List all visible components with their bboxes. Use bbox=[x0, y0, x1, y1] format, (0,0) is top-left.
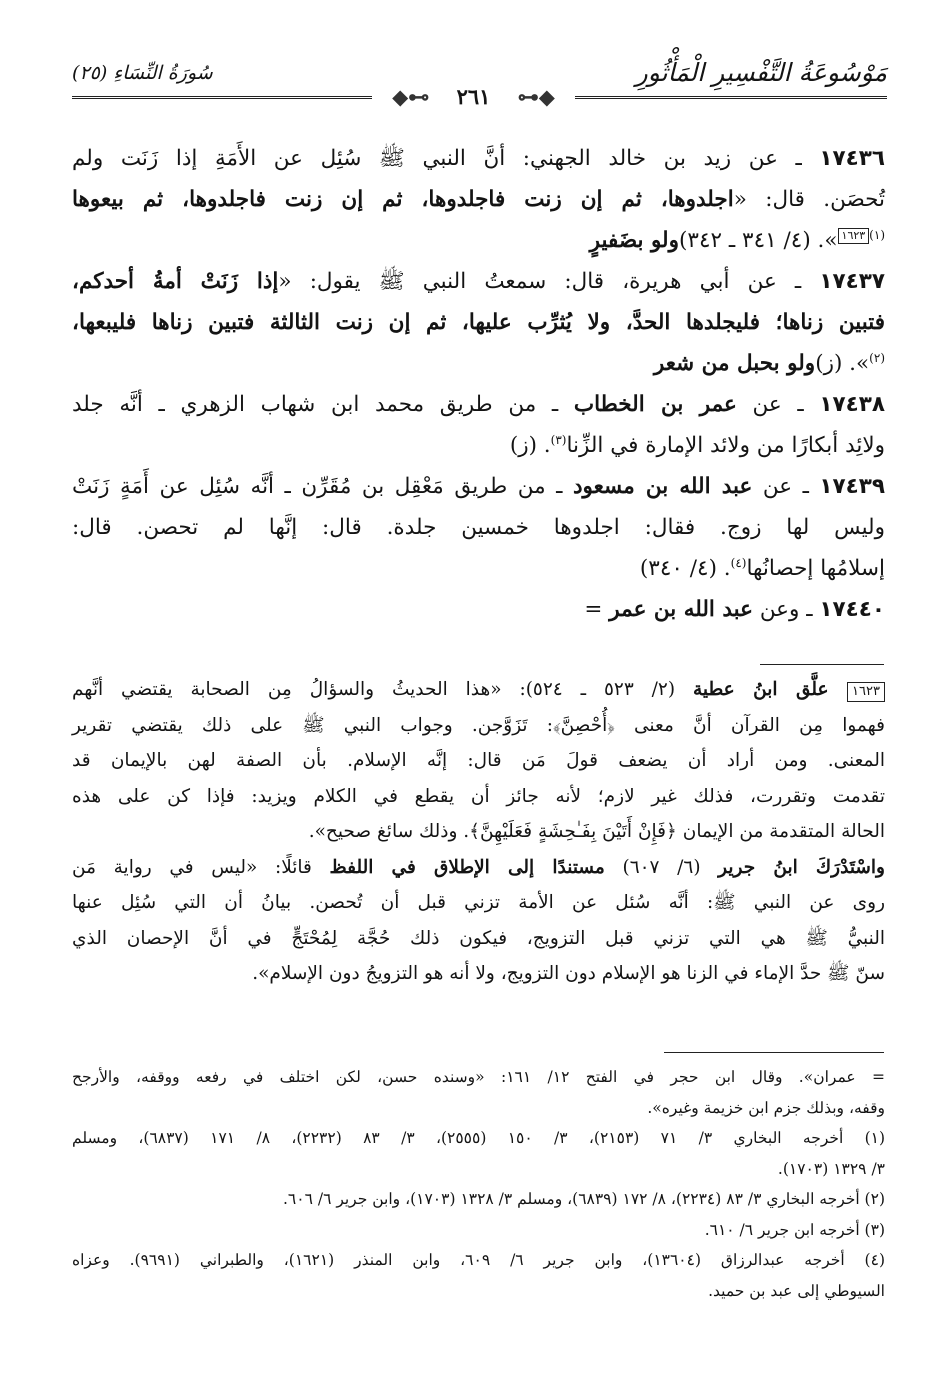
entry-text: ». (ز) bbox=[815, 351, 870, 376]
entry-text: ـ من طريق محمد ابن شهاب الزهري ـ أنَّه جلد bbox=[72, 392, 574, 417]
footnote-text: (٣) أخرجه ابن جرير ٦/ ٦١٠. bbox=[704, 1220, 885, 1239]
footnotes-block bbox=[72, 1062, 885, 1306]
comment-number-box: ١٦٢٣ bbox=[847, 682, 885, 702]
footnote-line bbox=[72, 1154, 885, 1185]
commentary-text: روى عن النبي ﷺ: أنَّه سُئل عن الأمة تزني قبل أن تُحصن. بيانُ أن التي سُئِل عنها bbox=[72, 892, 885, 913]
entry-line bbox=[72, 138, 885, 179]
entry-line bbox=[72, 507, 885, 548]
entry-line bbox=[72, 466, 885, 507]
footnote-text: وقفه، وبذلك جزم ابن خزيمة وغيره». bbox=[647, 1098, 885, 1117]
entry-line bbox=[72, 425, 885, 466]
entry-text: ـ عن أبي هريرة، قال: سمعتُ النبي ﷺ يقول: « bbox=[278, 269, 820, 294]
entry-bold-text: ولو بضَفيرٍ bbox=[589, 228, 679, 253]
commentary-divider bbox=[760, 664, 884, 665]
entry-text: ولائِد أبكارًا من ولائد الإمارة في الزِّنا bbox=[566, 433, 885, 458]
ornament-icon: ◆⊷ bbox=[508, 84, 565, 109]
footnote-line bbox=[72, 1276, 885, 1307]
commentary-line bbox=[72, 814, 885, 850]
commentary-line bbox=[72, 743, 885, 779]
footnote-text: ٣/ ١٣٢٩ (١٧٠٣). bbox=[777, 1159, 885, 1178]
hadith-entries bbox=[72, 138, 885, 630]
entry-number: ١٧٤٣٩ bbox=[819, 474, 886, 499]
entry-bold-text: اجلدوها، ثم إن زنت فاجلدوها، ثم إن زنت فاجلدوها، ثم بيعوها bbox=[72, 187, 734, 212]
commentary-line bbox=[72, 956, 885, 992]
commentary-text: قائلًا: «ليس في رواية مَن bbox=[72, 856, 330, 878]
page-number-row bbox=[0, 84, 947, 109]
footnote-line bbox=[72, 1184, 885, 1215]
entry-text: وليس لها زوج. فقال: اجلدوها خمسين جلدة. قال: إنَّها لم تحصن. قال: bbox=[72, 515, 885, 540]
entry-bold-text: عمر بن الخطاب bbox=[573, 392, 737, 417]
commentary-text: (٢/ ٥٢٣ ـ ٥٢٤): «هذا الحديثُ والسؤالُ مِن الصحابة يقتضي أنَّهم bbox=[72, 679, 693, 700]
commentary-line bbox=[72, 779, 885, 815]
footnote-text: (٤) أخرجه عبدالرزاق (١٣٦٠٤)، وابن جرير ٦/ ٦٠٩، وابن المنذر (١٦٢١)، والطبراني (٩٦٩١). وعزاه bbox=[72, 1251, 885, 1269]
entry-text: إسلامُها إحصانُها bbox=[746, 556, 885, 581]
commentary-line bbox=[72, 672, 885, 708]
entry-text: . (٤/ ٣٤٠) bbox=[639, 556, 731, 581]
commentary-line bbox=[72, 850, 885, 886]
commentary-block bbox=[72, 672, 885, 992]
entry-line bbox=[72, 384, 885, 425]
commentary-line bbox=[72, 921, 885, 957]
entry-bold-text: ولو بحبل من شعر bbox=[653, 351, 816, 376]
commentary-line bbox=[72, 708, 885, 744]
commentary-line bbox=[72, 885, 885, 921]
footnote-text: = عمران». وقال ابن حجر في الفتح ١٢/ ١٦١: «وسنده حسن، لكن اختلف في رفعه ووقفه، والأرجح bbox=[72, 1068, 886, 1086]
entry-text: ـ عن bbox=[752, 474, 820, 499]
page-number: ٢٦١ bbox=[447, 84, 501, 109]
entry-line bbox=[72, 179, 885, 220]
entry-bold-text: عبد الله بن مسعود bbox=[572, 474, 753, 499]
entry-text: . (ز) bbox=[509, 433, 551, 458]
footnote-ref: (٣) bbox=[550, 432, 567, 447]
footnote-line bbox=[72, 1093, 885, 1124]
footnote-ref: (١) bbox=[869, 227, 885, 242]
footnote-line bbox=[72, 1062, 885, 1093]
ornament-icon: ⊶◆ bbox=[382, 84, 439, 109]
commentary-text: (٦/ ٦٠٧) bbox=[604, 856, 719, 878]
footnote-ref: (٤) bbox=[730, 555, 747, 570]
entry-line bbox=[72, 589, 885, 630]
entry-text: ـ وعن bbox=[752, 597, 820, 622]
footnote-text: (١) أخرجه البخاري ٣/ ٧١ (٢١٥٣)، ٣/ ١٥٠ (٢٥٥٥)، ٣/ ٨٣ (٢٢٣٢)، ٨/ ١٧١ (٦٨٣٧)، ومسلم bbox=[72, 1129, 886, 1147]
entry-text: ـ من طريق مَعْقِل بن مُقَرِّن ـ أنَّه سُئِل عن أَمَةٍ زَنَتْ bbox=[72, 474, 573, 499]
commentary-bold: واسْتَدْرَكَ ابنُ جرير bbox=[718, 856, 885, 878]
commentary-bold: مستندًا إلى الإطلاق في اللفظ bbox=[329, 856, 605, 878]
comment-ref-box: ١٦٢٣ bbox=[838, 228, 870, 244]
entry-line bbox=[72, 548, 885, 589]
commentary-text: الحالة المتقدمة من الإيمان ﴿فَإِنْ أَتَيْنَ بِفَـٰحِشَةٍ فَعَلَيْهِنَّ﴾. وذلك سائغ صحيح». bbox=[308, 821, 885, 842]
footnote-text: السيوطي إلى عبد بن حميد. bbox=[708, 1281, 885, 1300]
commentary-text: تقدمت وتقررت، فذلك غير لازم؛ لأنه جائز أن يقطع في الكلام ويزيد: فإذا كن على هذه bbox=[72, 785, 885, 807]
entry-number: ١٧٤٤٠ bbox=[819, 597, 885, 622]
entry-bold-text: فتبين زناها؛ فليجلدها الحدَّ، ولا يُثرِّب عليها، ثم إن زنت الثالثة فتبين زناها فليبعها، bbox=[72, 310, 885, 335]
commentary-text: المعنى. ومن أراد أن يضعف قولَ مَن قال: إنَّه الإسلام. بأن الصفة لهن بالإيمان قد bbox=[72, 750, 885, 771]
entry-text: ـ عن زيد بن خالد الجهني: أنَّ النبي ﷺ سُئِل عن الأَمَةِ إذا زَنَت ولم bbox=[72, 146, 820, 171]
entry-number: ١٧٤٣٨ bbox=[819, 392, 885, 417]
entry-text: = bbox=[584, 597, 610, 622]
footnote-line bbox=[72, 1123, 885, 1154]
footnote-ref: (٢) bbox=[869, 350, 885, 365]
entry-text: ـ عن bbox=[736, 392, 820, 417]
commentary-text: النبيُّ ﷺ هي التي تزني قبل التزويج، فيكون ذلك حُجَّة لِمُحْتَجٍّ في أنَّ الإحصان الذي bbox=[72, 927, 885, 949]
surah-label: سُورَةُ النِّسَاءِ (٢٥) bbox=[72, 62, 213, 84]
entry-line bbox=[72, 220, 885, 261]
commentary-text: سنّ ﷺ حدَّ الإماء في الزنا هو الإسلام دون التزويج، ولا أنه هو التزويجُ دون الإسلام». bbox=[252, 963, 885, 984]
commentary-bold: علَّق ابنُ عطية bbox=[692, 679, 848, 700]
footnote-line bbox=[72, 1245, 885, 1276]
entry-line bbox=[72, 343, 885, 384]
entry-bold-text: إذا زَنَتْ أمةُ أحدكم، bbox=[72, 269, 279, 294]
entry-bold-text: عبد الله بن عمر bbox=[609, 597, 753, 622]
entry-line bbox=[72, 261, 885, 302]
entry-text: ». (٤/ ٣٤١ ـ ٣٤٢) bbox=[679, 228, 838, 253]
footnote-line bbox=[72, 1215, 885, 1246]
commentary-text: فهموا مِن القرآن أنَّ معنى ﴿أُحْصِنَّ﴾: تَزَوَّجن. وجواب النبي ﷺ على ذلك يقتضي تقرير bbox=[72, 714, 885, 736]
entry-line bbox=[72, 302, 885, 343]
footnote-text: (٢) أخرجه البخاري ٣/ ٨٣ (٢٢٣٤)، ٨/ ١٧٢ (٦٨٣٩)، ومسلم ٣/ ١٣٢٨ (١٧٠٣)، وابن جرير ٦/ ٦٠٦. bbox=[282, 1190, 885, 1208]
page-number-wrap bbox=[372, 84, 575, 109]
entry-text: تُحصَن. قال: « bbox=[733, 187, 885, 212]
entry-number: ١٧٤٣٧ bbox=[819, 269, 885, 294]
book-title: مَوْسُوعَةُ التَّفْسِيرِ الْمَأْثُورِ bbox=[635, 58, 887, 87]
entry-number: ١٧٤٣٦ bbox=[819, 146, 885, 171]
footnote-divider bbox=[664, 1052, 884, 1053]
